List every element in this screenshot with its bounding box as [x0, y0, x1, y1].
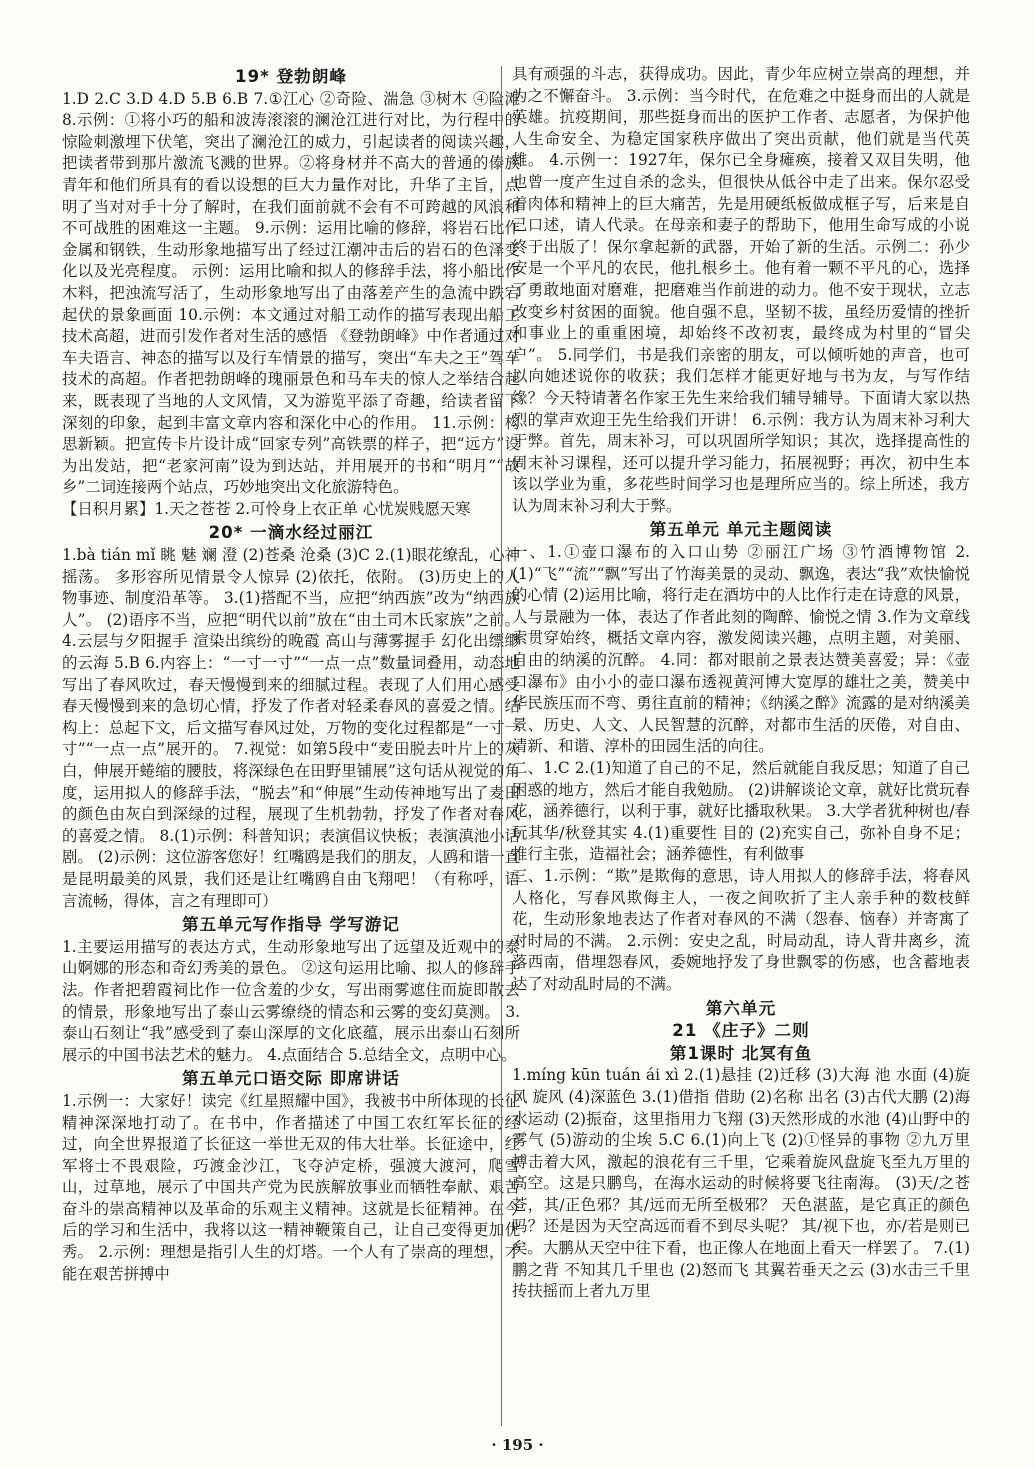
- unit5-reading-part3: 三、1.示例：“欺”是欺侮的意思，诗人用拟人的修辞手法，将春风人格化，写春风欺侮主人，一夜之间吹折了主人亲手种的数枝鲜花，生动形象地表达了作者对春风的不满（怨春、恼春）并寄寓了对时局的不满。 2.示例：安史之乱，时局动乱，诗人背井离乡，流落西南，借埋怨春风，委婉地抒发了身世飘零的伤感，也含蓄地表达了对动乱时局的不满。: [512, 866, 970, 993]
- unit5-writing-title: 第五单元写作指导 学写游记: [182, 915, 400, 935]
- speaking-continued: 具有顽强的斗志，获得成功。因此，青少年应树立崇高的理想，并为之不懈奋斗。 3.示例：当今时代，在危难之中挺身而出的人就是英雄。抗疫期间，那些挺身而出的医护工作者、志愿者，为保护他人生命安全、为稳定国家秩序做出了突出贡献，他们就是当代英雄。 4.示例一：1927年，保尔已全身瘫痪，接着又双目失明，他也曾一度产生过自杀的念头，但很快从低谷中走了出来。保尔忍受着肉体和精神上的巨大痛苦，先是用硬纸板做成框子写，后来是自己口述，请人代录。在母亲和妻子的帮助下，他用生命写成的小说终于出版了！保尔拿起新的武器，开始了新的生活。示例二：孙少安是一个平凡的农民，他扎根乡土。他有着一颗不平凡的心，选择了勇敢地面对磨难，把磨难当作前进的动力。他不安于现状，立志改变乡村贫困的面貌。他自强不息，坚韧不拔，虽经历爱情的挫折和事业上的重重困境，却始终不改初衷，最终成为村里的“冒尖户”。 5.同学们，书是我们亲密的朋友，可以倾听她的声音，也可以向她述说你的收获；我们怎样才能更好地与书为友，与写作结缘？今天特请著名作家王先生来给我们辅导辅导。下面请大家以热烈的掌声欢迎王先生给我们开讲！ 6.示例：我方认为周末补习利大于弊。首先，周末补习，可以巩固所学知识；其次，选择提高性的周末补习课程，还可以提升学习能力，拓展视野；再次，初中生本该以学业为重，多花些时间学习也是理所应当的。综上所述，我方认为周末补习利大于弊。: [512, 65, 970, 515]
- unit5-reading-part2: 二、1.C 2.(1)知道了自己的不足，然后就能自我反思；知道了自己困惑的地方，然后才能自我勉励。 (2)讲解谈论文章，就好比赏玩春花，涵养德行，以利于事，就好比播取秋果。 3.大学者犹种树也/春玩其华/秋登其实 4.(1)重要性 目的 (2)充实自己，弥补自身不足；推行主张，造福社会；涵养德性，有利做事: [512, 759, 970, 864]
- daily-accumulation: 【日积月累】1.天之苍苍 2.可怜身上衣正单 心忧炭贱愿天寒: [62, 499, 471, 518]
- right-column: [512, 64, 970, 1303]
- unit5-speaking-answers: 1.示例一：大家好！读完《红星照耀中国》，我被书中所体现的长征精神深深地打动了。在书中，作者描述了中国工农红军长征的经过，向全世界报道了长征这一举世无双的伟大壮举。长征途中，红军将士不畏艰险，巧渡金沙江，飞夺泸定桥，强渡大渡河，爬雪山，过草地，展示了中国共产党为民族解放事业而牺牲奉献、艰苦奋斗的崇高精神以及革命的乐观主义精神。这就是长征精神。在今后的学习和生活中，我将以这一精神鞭策自己，让自己变得更加优秀。 2.示例：理想是指引人生的灯塔。一个人有了崇高的理想，才能在艰苦拼搏中: [62, 1091, 520, 1283]
- left-column: [62, 64, 520, 1285]
- lesson-20-answers: 1.bà tián mǐ 眺 魅 斓 澄 (2)苍桑 沧桑 (3)C 2.(1)眼花缭乱，心神摇荡。 多形容所见情景令人惊异 (2)依托，依附。 (3)历史上的人物事迹、制度沿革等。 3.(1)搭配不当，应把“纳西族”改为“纳西族人”。 (2)语序不当，应把“明代以前”放在“由土司木氏家族”之前。 4.云层与夕阳握手 渲染出缤纷的晚霞 高山与薄雾握手 幻化出缥缈的云海 5.B 6.内容上：“一寸一寸”“一点一点”数量词叠用，动态地写出了春风吹过，春天慢慢到来的细腻过程。表现了人们用心感受春天慢慢到来的急切心情，抒发了作者对轻柔春风的喜爱之情。结构上：总起下文，后文描写春风过处，万物的变化过程都是“一寸一寸”“一点一点”展开的。 7.视觉：如第5段中“麦田脱去叶片上的灰白，伸展开蜷缩的腰肢，将深绿色在田野里铺展”这句话从视觉的角度，运用拟人的修辞手法，“脱去”和“伸展”生动传神地写出了麦田的颜色由灰白到深绿的过程，展现了生机勃勃，抒发了作者对春风的喜爱之情。 8.(1)示例：科普知识；表演倡议快板；表演滇池小话剧。 (2)示例：这位游客您好！红嘴鸥是我们的朋友，人鸥和谐一直是昆明最美的风景，我们还是让红嘴鸥自由飞翔吧！（有称呼，语言流畅，得体，言之有理即可）: [62, 546, 520, 910]
- page-number: · 195 ·: [491, 1436, 544, 1454]
- lesson-21-answers: 1.míng kūn tuán ái xì 2.(1)悬挂 (2)迁移 (3)大海 池 水面 (4)旋风 旋风 (4)深蓝色 3.(1)借指 借助 (2)名称 出名 (3)古代大鹏 (2)海水运动 (2)振奋，这里指用力飞翔 (3)天然形成的水池 (4)山野中的雾气 (5)游动的尘埃 5.C 6.(1)向上飞 (2)①怪异的事物 ②九万里 搏击着大风，激起的浪花有三千里，它乘着旋风盘旋飞至九万里的高空。这是只鹏鸟，在海水运动的时候将要飞往南海。 (3)天/之苍苍，其/正色邪？其/远而无所至极邪？ 天色湛蓝，是它真正的颜色吗？还是因为天空高远而看不到尽头呢？ 其/视下也，亦/若是则已矣。大鹏从天空中往下看，也正像人在地面上看天一样罢了。 7.(1)鹏之背 不知其几千里也 (2)怒而飞 其翼若垂天之云 (3)水击三千里 抟扶摇而上者九万里: [512, 1066, 970, 1301]
- unit5-reading-part1: 一、1.①壶口瀑布的入口山势 ②丽江广场 ③竹酒博物馆 2.(1)“飞”“流”“飘”写出了竹海美景的灵动、飘逸，表达“我”欢快愉悦的心情 (2)运用比喻，将行走在酒坊中的人比作行走在诗意的风景，人与景融为一体，表达了作者此刻的陶醉、愉悦之情 3.作为文章线索贯穿始终，概括文章内容，激发阅读兴趣，点明主题，对美丽、自由的纳溪的沉醉。 4.同：都对眼前之景表达赞美喜爱；异：《壶口瀑布》由小小的壶口瀑布透视黄河博大宽厚的雄壮之美，赞美中华民族压而不弯、勇往直前的精神；《纳溪之醉》流露的是对纳溪美景、历史、人文、人民智慧的沉醉，对都市生活的厌倦，对自由、清新、和谐、淳朴的田园生活的向往。: [512, 543, 970, 756]
- unit5-reading-title: 第五单元 单元主题阅读: [649, 520, 833, 540]
- lesson-21-subtitle: 第1课时 北冥有鱼: [669, 1043, 813, 1063]
- lesson-19-answers: 1.D 2.C 3.D 4.D 5.B 6.B 7.①江心 ②奇险、湍急 ③树木 ④险滩 8.示例：①将小巧的船和波涛滚滚的澜沧江进行对比，为行程中的惊险刺激埋下伏笔，突出了澜沧江的威力，引起读者的阅读兴趣，把读者带到那片激流飞溅的世界。②将身材并不高大的普通的傣族青年和他们所具有的看以设想的巨大力量作对比，升华了主旨，点明了当对对手十分了解时，在我们面前就不会有不可跨越的风浪和不可战胜的困难这一主题。 9.示例：运用比喻的修辞，将岩石比作金属和钢铁，生动形象地描写出了经过江潮冲击后的岩石的色泽变化以及光亮程度。 示例：运用比喻和拟人的修辞手法，将小船比作木料，把浊流写活了，生动形象地写出了由落差产生的急流中跌宕起伏的景象画面 10.示例：本文通过对船工动作的描写表现出船工技术高超，进而引发作者对生活的感悟 《登勃朗峰》中作者通过对车夫语言、神态的描写以及行车情景的描写，突出“车夫之王”驾车技术的高超。作者把勃朗峰的瑰丽景色和马车夫的惊人之举结合起来，既表现了当地的人文风情，又为游览平添了奇趣，给读者留下深刻的印象，起到丰富文章内容和深化中心的作用。 11.示例：构思新颖。把宣传卡片设计成“回家专列”高铁票的样子，把“远方”设为出发站，把“老家河南”设为到达站，并用展开的书和“明月”“故乡”二词连接两个站点，巧妙地突出文化旅游特色。: [62, 89, 520, 497]
- unit5-speaking-title: 第五单元口语交际 即席讲话: [182, 1069, 400, 1089]
- lesson-20-title: 20* 一滴水经过丽江: [208, 523, 374, 543]
- unit5-writing-answers: 1.主要运用描写的表达方式，生动形象地写出了远望及近观中的泰山婀娜的形态和奇幻秀美的景色。 ②这句运用比喻、拟人的修辞手法。作者把碧霞祠比作一位含羞的少女，写出雨雾遮住而旋即散去的情景，形象地写出了泰山云雾缭绕的情态和云雾的变幻莫测。 3.泰山石刻让“我”感受到了泰山深厚的文化底蕴，展示出泰山石刻所展示的中国书法艺术的魅力。 4.点面结合 5.总结全文，点明中心。: [62, 937, 520, 1064]
- unit6-title: 第六单元: [705, 998, 777, 1018]
- column-divider: [501, 66, 502, 1426]
- lesson-19-title: 19* 登勃朗峰: [235, 67, 347, 86]
- lesson-21-title: 21 《庄子》二则: [672, 1021, 810, 1041]
